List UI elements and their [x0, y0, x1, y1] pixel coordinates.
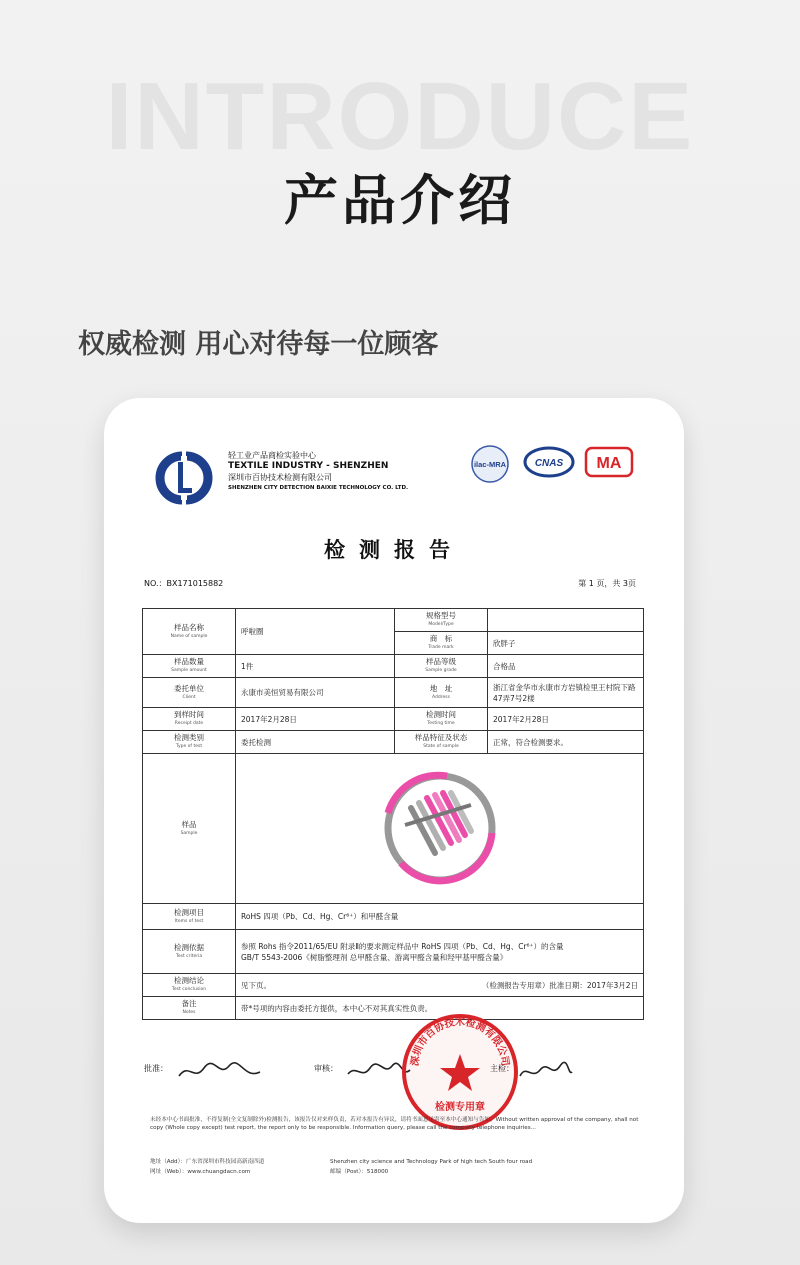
label-cell: 委托单位 Client — [143, 678, 236, 708]
table-row — [143, 904, 644, 930]
label-cell: 样品等级 Sample grade — [395, 655, 488, 678]
label-cell: 样品数量 Sample amount — [143, 655, 236, 678]
cnas-mark-text: CNAS — [534, 458, 564, 469]
cd-logo-icon — [152, 448, 216, 508]
table-row — [143, 997, 644, 1020]
seal-bottom-text: 检测专用章 — [435, 1102, 485, 1113]
inspector-signature — [516, 1058, 576, 1084]
label-cell: 地 址 Address — [395, 678, 488, 708]
value-cell: 欣胖子 — [488, 632, 644, 655]
value-cell: 2017年2月28日 — [488, 708, 644, 731]
ilac-mark-text: ilac-MRA — [473, 460, 507, 469]
page-title: 产品介绍 — [284, 169, 516, 232]
conclusion-text: 见下页。 — [241, 980, 271, 990]
footer-address-cn: 地址（Add）：广东省深圳市科技园高新南四道 — [150, 1159, 265, 1165]
label-cell: 检测结论 Test conclusion — [143, 974, 236, 997]
footer-website: 网址（Web）：www.chuangdacn.com — [150, 1169, 251, 1175]
approver-signature — [174, 1058, 264, 1084]
table-row — [143, 731, 644, 754]
table-row — [143, 678, 644, 708]
label-cell: 样品 Sample — [143, 754, 236, 904]
table-row — [143, 930, 644, 974]
table-row — [143, 655, 644, 678]
label-cell: 到样时间 Receipt date — [143, 708, 236, 731]
org-block — [228, 450, 408, 494]
approval-date: （检测报告专用章）批准日期：2017年3月2日 — [481, 980, 638, 990]
footer-address-en: Shenzhen city science and Technology Park of high tech South four road — [330, 1159, 533, 1165]
value-cell — [236, 974, 644, 997]
value-cell: 永康市美恒贸易有限公司 — [236, 678, 395, 708]
certification-marks — [468, 442, 638, 492]
table-row — [143, 974, 644, 997]
org-name-en: TEXTILE INDUSTRY - SHENZHEN — [228, 461, 389, 471]
table-row — [143, 609, 644, 632]
approve-label: 批准： — [144, 1064, 168, 1073]
label-cell: 样品名称 Name of sample — [143, 609, 236, 655]
org-name-cn: 轻工业产品商检实验中心 — [228, 451, 316, 460]
value-cell — [236, 930, 644, 974]
value-cell: RoHS 四项（Pb、Cd、Hg、Cr⁶⁺）和甲醛含量 — [236, 904, 644, 930]
value-cell: 2017年2月28日 — [236, 708, 395, 731]
value-cell: 呼啦圈 — [236, 609, 395, 655]
value-cell — [488, 609, 644, 632]
hula-hoop-image — [375, 763, 505, 893]
background-heading: INTRODUCE — [105, 63, 695, 170]
criteria-line-2: GB/T 5543-2006《树脂整理剂 总甲醛含量、游离甲醛含量和羟甲基甲醛含量》 — [241, 952, 508, 962]
review-label: 审核： — [314, 1064, 338, 1073]
label-cell: 检测依据 Test criteria — [143, 930, 236, 974]
label-cell: 备注 Notes — [143, 997, 236, 1020]
report-title: 检测报告 — [324, 538, 464, 562]
label-cell: 检测类别 Type of test — [143, 731, 236, 754]
value-cell: 浙江省金华市永康市方岩镇检里王村院下路47弄7号2楼 — [488, 678, 644, 708]
seal-text: 深圳市百协技术检测有限公司 — [409, 1017, 511, 1067]
label-cell: 检测时间 Testing time — [395, 708, 488, 731]
value-cell: 合格品 — [488, 655, 644, 678]
label-cell: 检测项目 Items of test — [143, 904, 236, 930]
page-count: 第 1 页，共 3页 — [578, 579, 636, 588]
value-cell: 带*号项的内容由委托方提供，本中心不对其真实性负责。 — [236, 997, 644, 1020]
label-cell: 规格型号 Model/Type — [395, 609, 488, 632]
sample-image-cell — [236, 754, 644, 904]
report-number: NO.：BX171015882 — [144, 579, 224, 588]
report-table — [142, 608, 644, 1020]
cma-icon — [586, 448, 632, 476]
report-card — [104, 398, 684, 1223]
page-subtitle: 权威检测 用心对待每一位顾客 — [78, 329, 439, 360]
footer-disclaimer: 未经本中心书面批准，不得复制(全文复制除外)检测报告，该报告仅对来样负责，若对本报告有异议，请将书面意见寄至本中心通知与告知。Without written approval of the company, shall not copy (Whole copy except) test report, the report only to be responsible. Information query, please call the company telephone inquiries... — [150, 1117, 639, 1131]
criteria-line-1: 参照 Rohs 指令2011/65/EU 附录Ⅱ的要求测定样品中 RoHS 四项（Pb、Cd、Hg、Cr⁶⁺）的含量 — [241, 941, 564, 951]
table-row — [143, 708, 644, 731]
label-cell: 商 标 Trade mark — [395, 632, 488, 655]
table-row — [143, 754, 644, 904]
ilac-mra-icon — [472, 446, 508, 482]
org-name-cn2: 深圳市百协技术检测有限公司 — [228, 473, 332, 482]
footer-postcode: 邮编（Post）：518000 — [330, 1169, 389, 1175]
cnas-icon — [525, 448, 573, 476]
label-cell: 样品特征及状态 State of sample — [395, 731, 488, 754]
value-cell: 正常，符合检测要求。 — [488, 731, 644, 754]
value-cell: 1件 — [236, 655, 395, 678]
value-cell: 委托检测 — [236, 731, 395, 754]
cma-mark-text: MA — [596, 455, 622, 472]
org-name-en2: SHENZHEN CITY DETECTION BAIXIE TECHNOLOGY CO. LTD. — [228, 485, 409, 491]
